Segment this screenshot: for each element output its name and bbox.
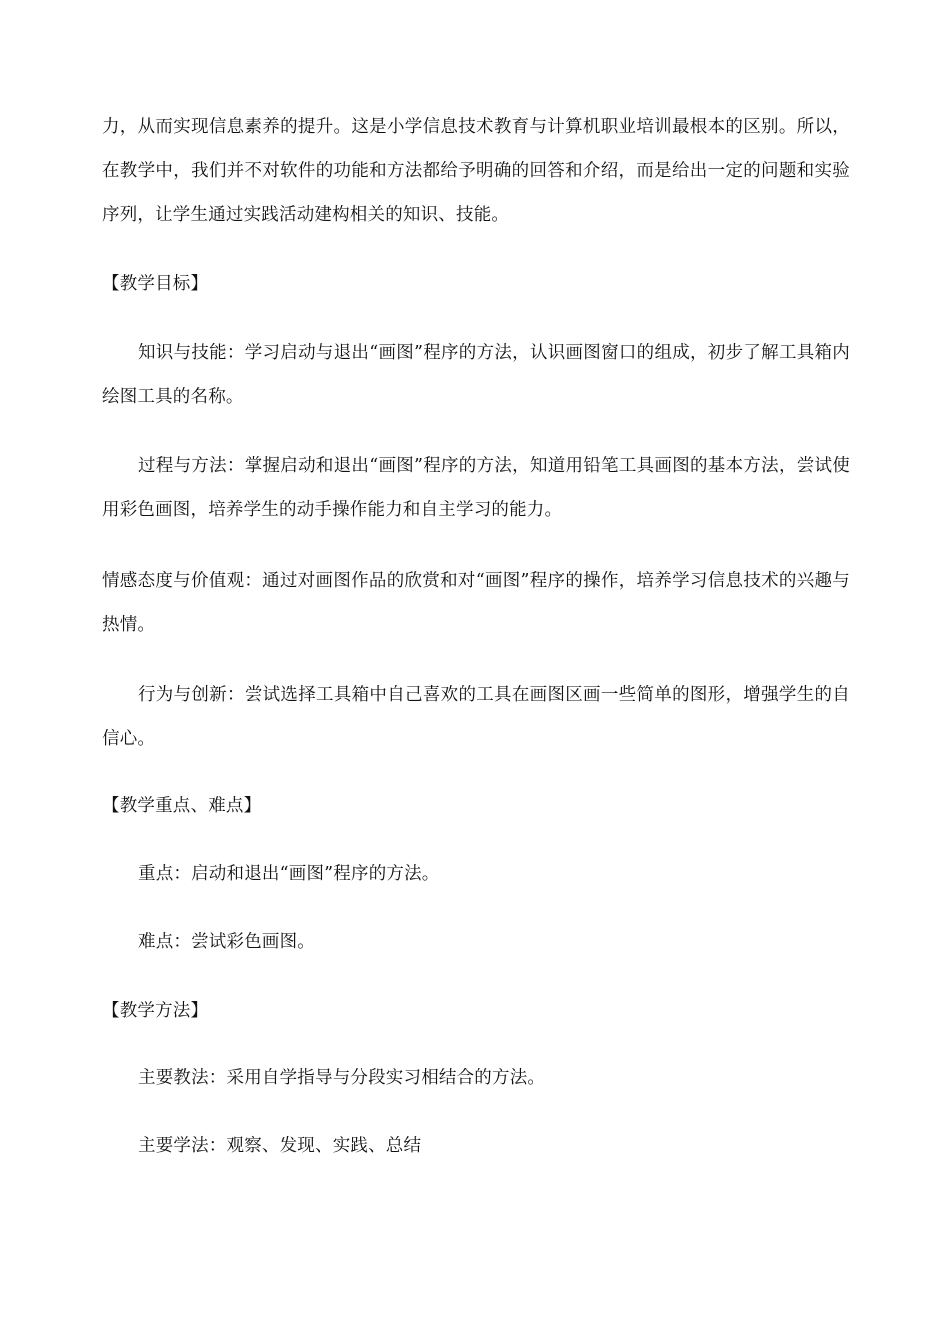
section-heading-methods: 【教学方法】 [102, 1001, 209, 1021]
learning-method: 主要学法：观察、发现、实践、总结 [138, 1136, 422, 1156]
key-point: 重点：启动和退出“画图”程序的方法。 [138, 864, 440, 884]
objective-knowledge: 知识与技能：学习启动与退出“画图”程序的方法，认识画图窗口的组成，初步了解工具箱内绘图工具的名称。 [102, 343, 850, 407]
teaching-method: 主要教法：采用自学指导与分段实习相结合的方法。 [138, 1068, 546, 1088]
objective-attitude: 情感态度与价值观：通过对画图作品的欣赏和对“画图”程序的操作，培养学习信息技术的兴趣与热情。 [102, 571, 850, 635]
intro-paragraph: 力，从而实现信息素养的提升。这是小学信息技术教育与计算机职业培训最根本的区别。所以，在教学中，我们并不对软件的功能和方法都给予明确的回答和介绍，而是给出一定的问题和实验序列，让学生通过实践活动建构相关的知识、技能。 [102, 117, 850, 225]
objective-process: 过程与方法：掌握启动和退出“画图”程序的方法，知道用铅笔工具画图的基本方法，尝试使用彩色画图，培养学生的动手操作能力和自主学习的能力。 [102, 456, 850, 520]
section-heading-objectives: 【教学目标】 [102, 274, 209, 294]
section-heading-key-points: 【教学重点、难点】 [102, 796, 262, 816]
difficult-point: 难点：尝试彩色画图。 [138, 932, 315, 952]
objective-innovation: 行为与创新：尝试选择工具箱中自己喜欢的工具在画图区画一些简单的图形，增强学生的自信心。 [102, 685, 850, 749]
